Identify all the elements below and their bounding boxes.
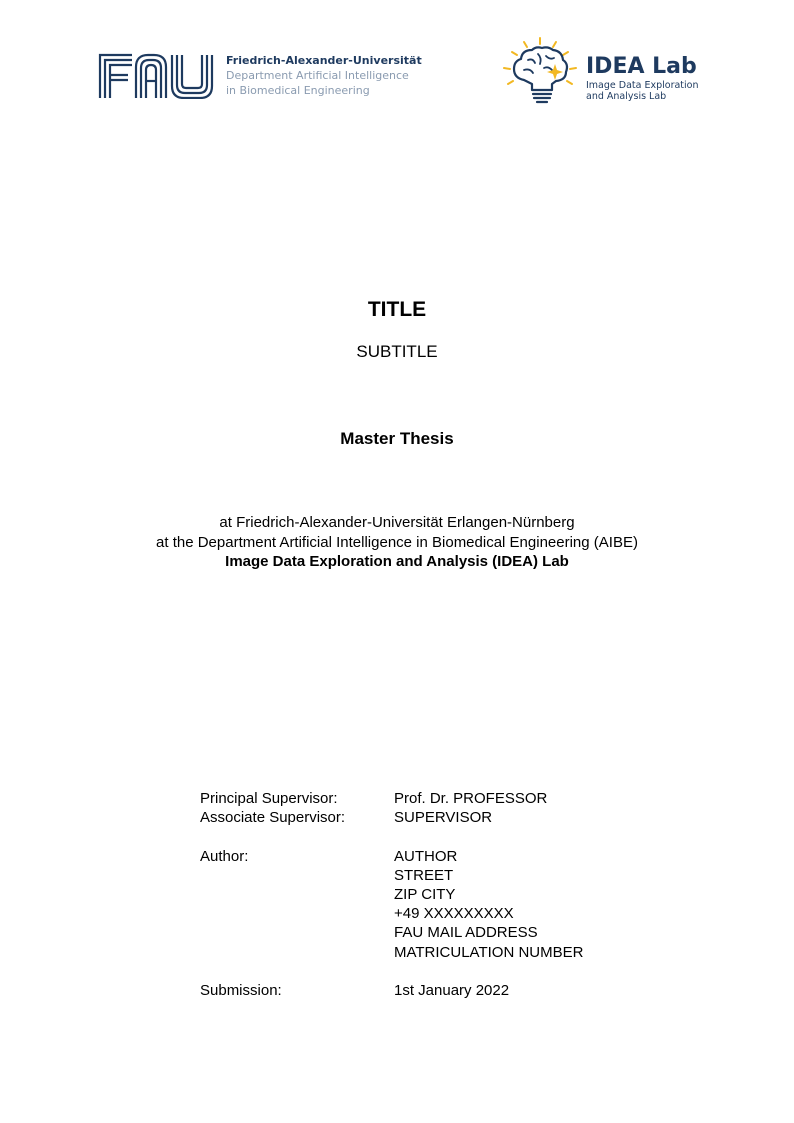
affiliation-department: at the Department Artificial Intelligence in Biomedical Engineering (AIBE) <box>156 533 638 551</box>
brain-lightbulb-icon <box>500 36 586 108</box>
fau-logo <box>98 53 422 101</box>
idea-lab-logo <box>500 36 710 108</box>
affiliation <box>0 513 794 572</box>
submission-label: Submission: <box>200 981 282 999</box>
author-zip-city: ZIP CITY <box>394 885 456 903</box>
affiliation-university: at Friedrich-Alexander-Universität Erlangen-Nürnberg <box>219 514 575 531</box>
author-email: FAU MAIL ADDRESS <box>394 924 538 942</box>
affiliation-lab: Image Data Exploration and Analysis (IDEA) Lab <box>225 553 569 570</box>
fau-logo-mark <box>98 53 216 99</box>
submission-date: 1st January 2022 <box>394 981 510 999</box>
thesis-subtitle: SUBTITLE <box>356 342 438 361</box>
thesis-type: Master Thesis <box>340 429 454 448</box>
fau-logo-text <box>226 53 422 98</box>
thesis-title: TITLE <box>367 298 427 321</box>
fau-logo-line3: in Biomedical Engineering <box>226 84 370 97</box>
principal-supervisor-label: Principal Supervisor: <box>200 790 338 807</box>
principal-supervisor-value: Prof. Dr. PROFESSOR <box>394 790 548 807</box>
author-phone: +49 XXXXXXXXX <box>394 905 514 923</box>
author-matriculation: MATRICULATION NUMBER <box>394 943 584 961</box>
author-label: Author: <box>200 847 249 865</box>
idea-lab-sub1: Image Data Exploration <box>586 80 699 91</box>
idea-lab-sub2: and Analysis Lab <box>586 91 667 102</box>
fau-logo-line2: Department Artificial Intelligence <box>226 69 409 82</box>
associate-supervisor-label: Associate Supervisor: <box>200 809 346 827</box>
fau-logo-line1: Friedrich-Alexander-Universität <box>226 54 422 67</box>
author-street: STREET <box>394 866 454 884</box>
idea-lab-name: IDEA Lab <box>586 54 697 79</box>
idea-lab-logo-text <box>586 54 699 102</box>
associate-supervisor-value: SUPERVISOR <box>394 809 493 827</box>
author-name: AUTHOR <box>394 847 458 865</box>
